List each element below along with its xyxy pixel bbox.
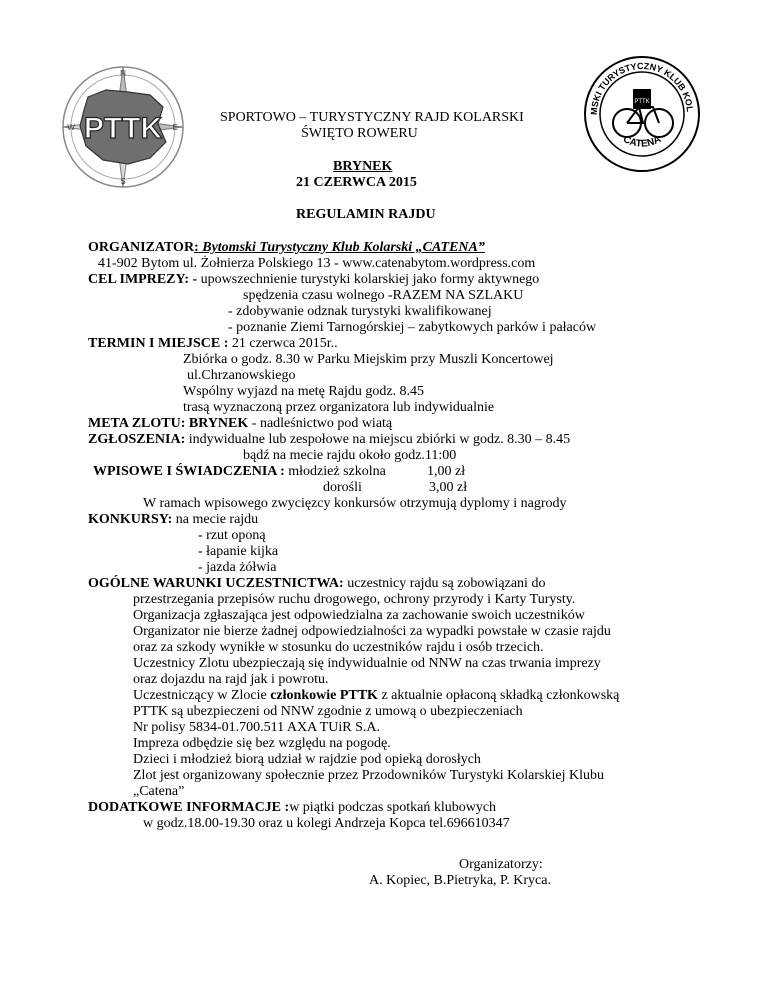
fees-note: W ramach wpisowego zwycięzcy konkursów otrzymują dyplomy i nagrody — [143, 496, 567, 511]
seal-center-text: PTTK — [634, 99, 650, 105]
fees-youth-value: 1,00 zł — [427, 464, 466, 479]
contest-item: - rzut oponą — [198, 528, 266, 543]
conditions-text: „Catena” — [133, 784, 185, 799]
term-date: 21 czerwca 2015r.. — [231, 336, 338, 351]
pttk-logo — [58, 62, 188, 192]
conditions-text: oraz dojazdu na rajd jak i powrotu. — [133, 672, 329, 687]
term-line1: Zbiórka o godz. 8.30 w Parku Miejskim przy Muszli Koncertowej — [183, 352, 554, 367]
conditions-line — [88, 576, 545, 592]
goal-text4: - poznanie Ziemi Tarnogórskiej – zabytkowych parków i pałaców — [228, 320, 597, 335]
pttk-logo-text: PTTK — [83, 112, 163, 145]
extra-line — [88, 800, 496, 816]
organizer-label: ORGANIZATOR — [88, 240, 195, 255]
catena-club-seal — [583, 55, 701, 173]
fees-adult-label: dorośli — [323, 480, 362, 495]
conditions-text: Organizacja zgłaszająca jest odpowiedzialna za zachowanie swoich uczestników — [133, 608, 585, 623]
conditions-text: Nr polisy 5834-01.700.511 AXA TUiR S.A. — [133, 720, 380, 735]
organizer-address: 41-902 Bytom ul. Żołnierza Polskiego 13 - www.catenabytom.wordpress.com — [98, 256, 536, 271]
rally-date: 21 CZERWCA 2015 — [296, 175, 417, 190]
signature-title: Organizatorzy: — [459, 857, 543, 872]
conditions-intro: uczestnicy rajdu są zobowiązani do — [343, 576, 546, 591]
conditions-label: OGÓLNE WARUNKI UCZESTNICTWA: — [88, 576, 344, 591]
extra-label: DODATKOWE INFORMACJE : — [88, 800, 290, 815]
contests-line — [88, 512, 258, 528]
fees-line — [93, 464, 386, 480]
extra-text1: w piątki podczas spotkań klubowych — [289, 800, 497, 815]
extra-text2: w godz.18.00-19.30 oraz u kolegi Andrzeja Kopca tel.696610347 — [143, 816, 510, 831]
registration-text1: indywidualne lub zespołowe na miejscu zbiórki w godz. 8.30 – 8.45 — [185, 432, 571, 447]
term-line3: Wspólny wyjazd na metę Rajdu godz. 8.45 — [183, 384, 425, 399]
compass-s: S — [120, 177, 126, 186]
goal-label: CEL IMPREZY: - — [88, 272, 201, 287]
registration-label: ZGŁOSZENIA: — [88, 432, 186, 447]
term-label: TERMIN I MIEJSCE : — [88, 336, 232, 351]
meta-line — [88, 416, 392, 432]
conditions-text: Zlot jest organizowany społecznie przez Przodowników Turystyki Kolarskiej Klubu — [133, 768, 604, 783]
rally-title-line1: SPORTOWO – TURYSTYCZNY RAJD KOLARSKI — [220, 110, 524, 125]
conditions-text: Uczestnicy Zlotu ubezpieczają się indywidualnie od NNW na czas trwania imprezy — [133, 656, 601, 671]
term-line4: trasą wyznaczoną przez organizatora lub indywidualnie — [183, 400, 495, 415]
document-title: REGULAMIN RAJDU — [296, 207, 436, 222]
rally-place: BRYNEK — [333, 159, 393, 174]
contest-item: - jazda żółwia — [198, 560, 277, 575]
compass-e: E — [172, 123, 178, 132]
conditions-text: przestrzegania przepisów ruchu drogowego, ochrony przyrody i Karty Turysty. — [133, 592, 576, 607]
term-line — [88, 336, 338, 352]
goal-text1: upowszechnienie turystyki kolarskiej jako formy aktywnego — [200, 272, 540, 287]
fees-label: WPISOWE I ŚWIADCZENIA : — [93, 464, 289, 479]
contest-item: - łapanie kijka — [198, 544, 279, 559]
registration-line — [88, 432, 570, 448]
conditions-text: Dzieci i młodzież biorą udział w rajdzie pod opieką dorosłych — [133, 752, 481, 767]
goal-line — [88, 272, 539, 288]
conditions-text: Impreza odbędzie się bez względu na pogodę. — [133, 736, 391, 751]
organizer-line — [88, 240, 485, 256]
seal-ring-top: MSKI TURYSTYCZNY KLUB KOL — [588, 60, 695, 116]
contests-intro: na mecie rajdu — [172, 512, 259, 527]
compass-w: W — [67, 123, 75, 132]
conditions-text: PTTK są ubezpieczeni od NNW zgodnie z umową o ubezpieczeniach — [133, 704, 523, 719]
organizer-colon: : — [194, 240, 199, 255]
rally-title-line2: ŚWIĘTO ROWERU — [301, 126, 418, 141]
fees-youth-label: młodzież szkolna — [288, 464, 386, 479]
organizer-name: Bytomski Turystyczny Klub Kolarski „CATENA” — [198, 240, 485, 255]
member-pre: Uczestniczący w Zlocie — [133, 688, 271, 703]
fees-adult-value: 3,00 zł — [429, 480, 468, 495]
conditions-text: oraz za szkody wynikłe w stosunku do uczestników rajdu i osób trzecich. — [133, 640, 544, 655]
compass-n: N — [120, 69, 126, 78]
member-bold: członkowie PTTK — [270, 688, 378, 703]
goal-text3: - zdobywanie odznak turystyki kwalifikowanej — [228, 304, 492, 319]
conditions-text: Organizator nie bierze żadnej odpowiedzialności za wypadki powstałe w czasie rajdu — [133, 624, 611, 639]
registration-text2: bądź na mecie rajdu około godz.11:00 — [243, 448, 457, 463]
term-line2: ul.Chrzanowskiego — [187, 368, 296, 383]
seal-ring-bottom: CATENA — [621, 133, 663, 150]
signature-names: A. Kopiec, B.Pietryka, P. Kryca. — [369, 873, 551, 888]
goal-text2: spędzenia czasu wolnego -RAZEM NA SZLAKU — [243, 288, 524, 303]
contests-label: KONKURSY: — [88, 512, 173, 527]
meta-label: META ZLOTU: BRYNEK — [88, 416, 249, 431]
conditions-member-line — [133, 688, 619, 704]
member-post: z aktualnie opłaconą składką członkowską — [377, 688, 620, 703]
meta-text: - nadleśnictwo pod wiatą — [248, 416, 393, 431]
